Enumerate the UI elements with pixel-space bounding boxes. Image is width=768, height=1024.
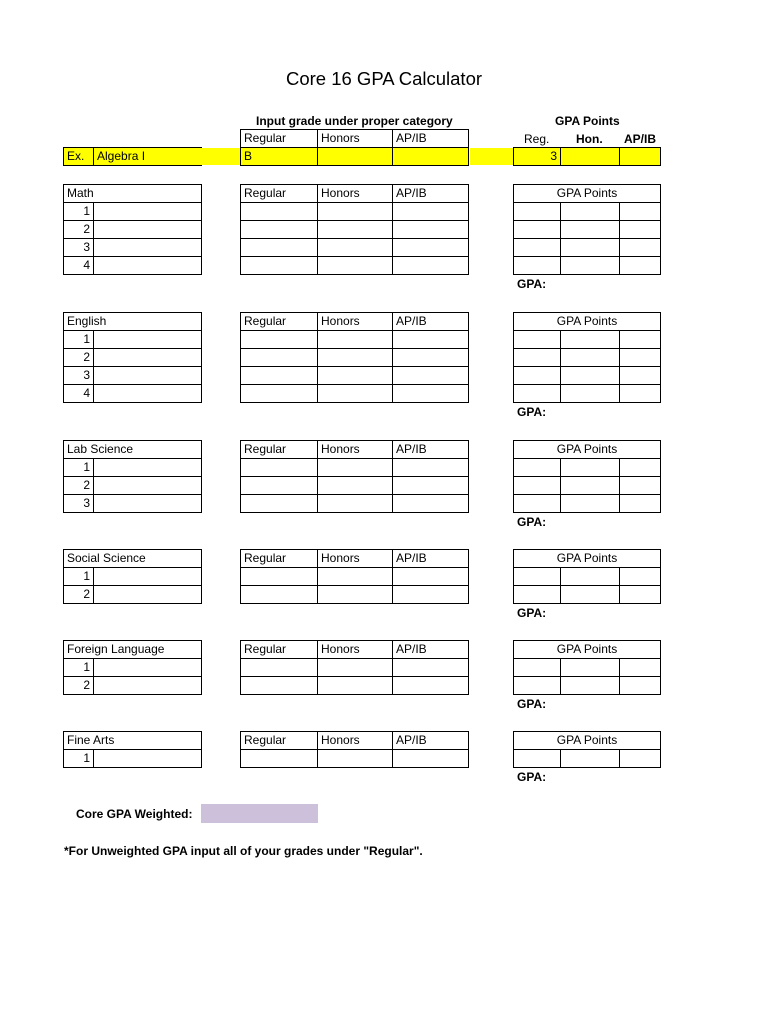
example-grade-input <box>240 147 469 166</box>
example-highlight-gap-2 <box>470 148 513 165</box>
section-gpa-points <box>513 640 661 695</box>
gpa-points-header: GPA Points <box>514 641 661 659</box>
regular-header: Regular <box>241 130 318 148</box>
grade-input-cell[interactable] <box>318 568 393 586</box>
apib-header: AP/IB <box>393 441 469 459</box>
gpa-points-cell <box>561 568 620 586</box>
row-number: 4 <box>64 385 94 403</box>
example-honors-grade[interactable] <box>318 148 393 166</box>
gpa-points-cell <box>514 568 561 586</box>
section-gpa-points <box>513 549 661 604</box>
honors-header: Honors <box>318 130 393 148</box>
grade-input-cell[interactable] <box>241 385 318 403</box>
course-name-cell[interactable] <box>94 349 202 367</box>
section-grade-inputs <box>240 640 469 695</box>
example-highlight-gap <box>201 148 240 165</box>
section-gpa-label: GPA: <box>517 606 547 620</box>
section-name: Social Science <box>64 550 202 568</box>
gpa-points-cell <box>620 477 661 495</box>
section-gpa-label: GPA: <box>517 405 547 419</box>
example-course <box>63 147 202 166</box>
grade-input-cell[interactable] <box>318 586 393 604</box>
course-name-cell[interactable] <box>94 750 202 768</box>
grade-input-cell[interactable] <box>393 203 469 221</box>
section-courses <box>63 640 202 695</box>
row-number: 2 <box>64 586 94 604</box>
honors-header: Honors <box>318 732 393 750</box>
regular-header: Regular <box>241 550 318 568</box>
apib-header: AP/IB <box>393 130 469 148</box>
grade-input-cell[interactable] <box>318 385 393 403</box>
gpa-points-cell <box>561 477 620 495</box>
gpa-points-cell <box>514 677 561 695</box>
grade-input-cell[interactable] <box>393 477 469 495</box>
gpa-points-cell <box>620 568 661 586</box>
gpa-points-cell <box>620 459 661 477</box>
grade-input-cell[interactable] <box>318 477 393 495</box>
course-name-cell[interactable] <box>94 677 202 695</box>
gpa-points-cell <box>514 331 561 349</box>
row-number: 1 <box>64 659 94 677</box>
example-gpa-points <box>513 147 661 166</box>
grade-input-cell[interactable] <box>241 586 318 604</box>
unweighted-note: *For Unweighted GPA input all of your grades under "Regular". <box>64 844 423 858</box>
section-gpa-points <box>513 440 661 513</box>
grade-input-cell[interactable] <box>393 568 469 586</box>
gpa-points-cell <box>561 459 620 477</box>
page-title: Core 16 GPA Calculator <box>285 68 483 89</box>
course-name-cell[interactable] <box>94 239 202 257</box>
gpa-points-cell <box>561 221 620 239</box>
gpa-points-cell <box>620 586 661 604</box>
gpa-points-cell <box>620 349 661 367</box>
section-courses <box>63 312 202 403</box>
gpa-points-cell <box>620 257 661 275</box>
row-number: 1 <box>64 203 94 221</box>
example-label: Ex. <box>64 148 94 166</box>
grade-input-cell[interactable] <box>393 750 469 768</box>
gpa-points-cell <box>620 203 661 221</box>
gpa-points-cell <box>561 586 620 604</box>
grade-input-cell[interactable] <box>318 221 393 239</box>
section-name: Fine Arts <box>64 732 202 750</box>
row-number: 1 <box>64 568 94 586</box>
grade-input-cell[interactable] <box>241 495 318 513</box>
gpa-points-cell <box>561 203 620 221</box>
honors-header: Honors <box>318 641 393 659</box>
grade-input-cell[interactable] <box>241 659 318 677</box>
gpa-points-cell <box>514 257 561 275</box>
gpa-points-cell <box>514 203 561 221</box>
row-number: 3 <box>64 239 94 257</box>
section-grade-inputs <box>240 184 469 275</box>
gpa-points-cell <box>514 495 561 513</box>
section-gpa-points <box>513 312 661 403</box>
honors-header: Honors <box>318 313 393 331</box>
grade-input-cell[interactable] <box>241 750 318 768</box>
example-input-header <box>240 129 469 148</box>
section-gpa-label: GPA: <box>517 277 547 291</box>
gpa-points-label: GPA Points <box>555 114 620 128</box>
gpa-points-cell <box>514 221 561 239</box>
gpa-points-cell <box>514 659 561 677</box>
example-course-name[interactable]: Algebra I <box>94 148 202 166</box>
section-grade-inputs <box>240 549 469 604</box>
grade-input-cell[interactable] <box>393 659 469 677</box>
gpa-points-cell <box>514 367 561 385</box>
honors-header: Honors <box>318 185 393 203</box>
course-name-cell[interactable] <box>94 459 202 477</box>
section-courses <box>63 184 202 275</box>
grade-input-cell[interactable] <box>318 349 393 367</box>
gpa-points-cell <box>514 586 561 604</box>
gpa-points-cell <box>620 239 661 257</box>
grade-input-cell[interactable] <box>241 477 318 495</box>
row-number: 3 <box>64 367 94 385</box>
grade-input-cell[interactable] <box>241 459 318 477</box>
grade-input-cell[interactable] <box>393 459 469 477</box>
gpa-points-header: GPA Points <box>514 185 661 203</box>
gpa-points-cell <box>514 239 561 257</box>
core-gpa-result <box>201 804 318 823</box>
example-reg-points: 3 <box>514 148 561 166</box>
section-name: Foreign Language <box>64 641 202 659</box>
grade-input-cell[interactable] <box>318 750 393 768</box>
section-gpa-label: GPA: <box>517 697 547 711</box>
grade-input-cell[interactable] <box>393 349 469 367</box>
course-name-cell[interactable] <box>94 203 202 221</box>
gpa-points-cell <box>561 257 620 275</box>
grade-input-cell[interactable] <box>393 221 469 239</box>
gpa-points-header: GPA Points <box>514 732 661 750</box>
row-number: 2 <box>64 677 94 695</box>
course-name-cell[interactable] <box>94 331 202 349</box>
regular-header: Regular <box>241 732 318 750</box>
gpa-points-header: GPA Points <box>514 550 661 568</box>
section-courses <box>63 440 202 513</box>
gpa-points-cell <box>561 659 620 677</box>
grade-input-cell[interactable] <box>241 331 318 349</box>
grade-input-cell[interactable] <box>393 257 469 275</box>
gpa-points-cell <box>561 750 620 768</box>
course-name-cell[interactable] <box>94 659 202 677</box>
grade-input-cell[interactable] <box>318 659 393 677</box>
grade-input-cell[interactable] <box>318 495 393 513</box>
section-gpa-points <box>513 731 661 768</box>
section-grade-inputs <box>240 440 469 513</box>
grade-input-cell[interactable] <box>241 221 318 239</box>
example-apib-points <box>620 148 661 166</box>
grade-input-cell[interactable] <box>241 203 318 221</box>
gpa-points-cell <box>620 385 661 403</box>
row-number: 3 <box>64 495 94 513</box>
course-name-cell[interactable] <box>94 495 202 513</box>
gpa-points-cell <box>561 331 620 349</box>
apib-header: AP/IB <box>393 550 469 568</box>
section-courses <box>63 731 202 768</box>
row-number: 1 <box>64 331 94 349</box>
gpa-points-cell <box>561 385 620 403</box>
gpa-points-cell <box>561 677 620 695</box>
grade-input-cell[interactable] <box>241 349 318 367</box>
grade-input-cell[interactable] <box>393 331 469 349</box>
grade-input-cell[interactable] <box>318 459 393 477</box>
gpa-points-cell <box>514 459 561 477</box>
course-name-cell[interactable] <box>94 367 202 385</box>
apib-header: AP/IB <box>393 641 469 659</box>
grade-input-cell[interactable] <box>393 495 469 513</box>
grade-input-cell[interactable] <box>318 367 393 385</box>
section-name: Lab Science <box>64 441 202 459</box>
row-number: 2 <box>64 221 94 239</box>
grade-input-cell[interactable] <box>318 331 393 349</box>
section-grade-inputs <box>240 312 469 403</box>
row-number: 1 <box>64 750 94 768</box>
gpa-points-cell <box>561 349 620 367</box>
gpa-points-header: GPA Points <box>514 441 661 459</box>
regular-header: Regular <box>241 185 318 203</box>
gpa-points-cell <box>514 750 561 768</box>
row-number: 4 <box>64 257 94 275</box>
course-name-cell[interactable] <box>94 586 202 604</box>
regular-header: Regular <box>241 313 318 331</box>
honors-header: Honors <box>318 550 393 568</box>
hon-points-header: Hon. <box>576 132 603 146</box>
grade-input-cell[interactable] <box>393 239 469 257</box>
regular-header: Regular <box>241 641 318 659</box>
grade-input-cell[interactable] <box>241 568 318 586</box>
course-name-cell[interactable] <box>94 257 202 275</box>
course-name-cell[interactable] <box>94 385 202 403</box>
course-name-cell[interactable] <box>94 221 202 239</box>
grade-input-cell[interactable] <box>393 586 469 604</box>
grade-input-cell[interactable] <box>318 677 393 695</box>
gpa-points-cell <box>514 349 561 367</box>
section-grade-inputs <box>240 731 469 768</box>
grade-input-cell[interactable] <box>393 385 469 403</box>
row-number: 2 <box>64 349 94 367</box>
gpa-points-cell <box>514 477 561 495</box>
gpa-points-cell <box>620 221 661 239</box>
grade-input-cell[interactable] <box>318 203 393 221</box>
apib-points-header: AP/IB <box>624 132 657 146</box>
apib-header: AP/IB <box>393 185 469 203</box>
grade-input-cell[interactable] <box>241 257 318 275</box>
gpa-points-cell <box>620 750 661 768</box>
gpa-points-cell <box>620 677 661 695</box>
grade-input-cell[interactable] <box>318 239 393 257</box>
section-name: English <box>64 313 202 331</box>
grade-input-cell[interactable] <box>318 257 393 275</box>
gpa-points-cell <box>561 495 620 513</box>
gpa-points-cell <box>561 239 620 257</box>
grade-input-cell[interactable] <box>393 677 469 695</box>
section-gpa-points <box>513 184 661 275</box>
course-name-cell[interactable] <box>94 477 202 495</box>
example-hon-points <box>561 148 620 166</box>
grade-input-cell[interactable] <box>241 367 318 385</box>
example-regular-grade[interactable]: B <box>241 148 318 166</box>
core-gpa-label: Core GPA Weighted: <box>76 807 193 821</box>
gpa-points-header: GPA Points <box>514 313 661 331</box>
input-grade-label: Input grade under proper category <box>256 114 453 128</box>
course-name-cell[interactable] <box>94 568 202 586</box>
gpa-points-cell <box>620 331 661 349</box>
apib-header: AP/IB <box>393 732 469 750</box>
grade-input-cell[interactable] <box>393 367 469 385</box>
regular-header: Regular <box>241 441 318 459</box>
section-name: Math <box>64 185 202 203</box>
grade-input-cell[interactable] <box>241 239 318 257</box>
honors-header: Honors <box>318 441 393 459</box>
gpa-points-cell <box>620 659 661 677</box>
gpa-points-cell <box>514 385 561 403</box>
section-courses <box>63 549 202 604</box>
row-number: 2 <box>64 477 94 495</box>
apib-header: AP/IB <box>393 313 469 331</box>
gpa-points-cell <box>620 495 661 513</box>
gpa-points-cell <box>561 367 620 385</box>
gpa-points-cell <box>620 367 661 385</box>
section-gpa-label: GPA: <box>517 770 547 784</box>
reg-points-header: Reg. <box>524 132 550 146</box>
section-gpa-label: GPA: <box>517 515 547 529</box>
row-number: 1 <box>64 459 94 477</box>
example-apib-grade[interactable] <box>393 148 469 166</box>
grade-input-cell[interactable] <box>241 677 318 695</box>
